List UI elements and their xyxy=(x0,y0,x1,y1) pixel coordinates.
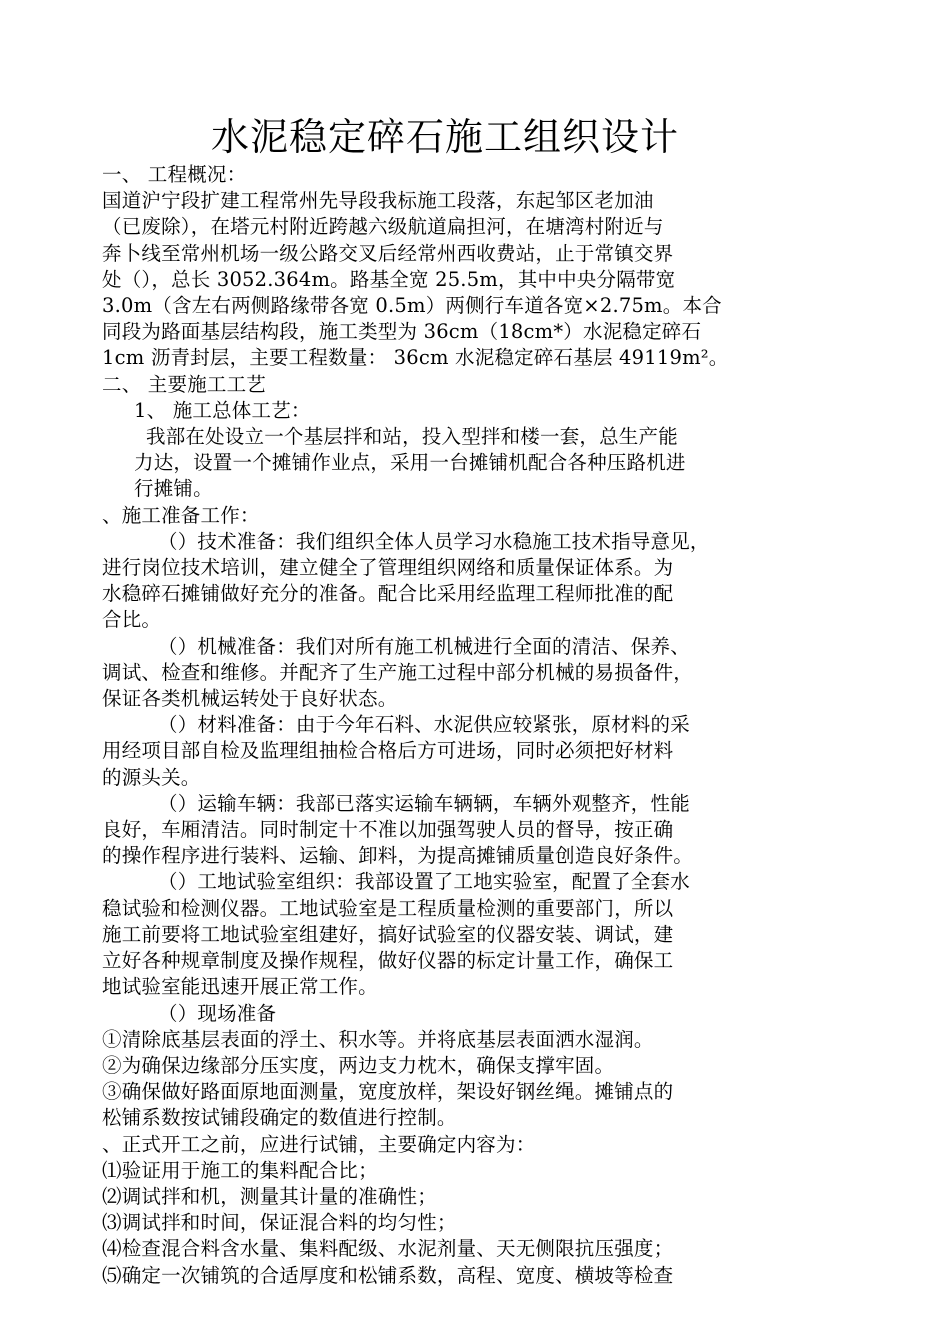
text-line: 水稳碎石摊铺做好充分的准备。配合比采用经监理工程师批准的配 xyxy=(102,582,674,606)
text-line: 、正式开工之前，应进行试铺，主要确定内容为： xyxy=(102,1132,536,1156)
text-line: （）工地试验室组织：我部设置了工地实验室，配置了全套水 xyxy=(158,870,690,894)
text-line: 力达，设置一个摊铺作业点，采用一台摊铺机配合各种压路机进 xyxy=(134,451,686,475)
text-line: 用经项目部自检及监理组抽检合格后方可进场，同时必须把好材料 xyxy=(102,739,674,763)
text-line: （）现场准备 xyxy=(158,1001,277,1025)
text-line: （）材料准备：由于今年石料、水泥供应较紧张，原材料的采 xyxy=(158,713,690,737)
text-line: 松铺系数按试铺段确定的数值进行控制。 xyxy=(102,1106,457,1130)
text-line: 合比。 xyxy=(102,608,162,632)
text-line: ⑴验证用于施工的集料配合比； xyxy=(102,1158,378,1182)
text-line: 奔卜线至常州机场一级公路交叉后经常州西收费站，止于常镇交界 xyxy=(102,241,674,265)
text-line: ⑶调试拌和时间，保证混合料的均匀性； xyxy=(102,1211,457,1235)
text-line: 稳试验和检测仪器。工地试验室是工程质量检测的重要部门，所以 xyxy=(102,896,674,920)
text-line: 我部在处设立一个基层拌和站，投入型拌和楼一套，总生产能 xyxy=(146,425,678,449)
text-line: ②为确保边缘部分压实度，两边支力枕木，确保支撑牢固。 xyxy=(102,1053,615,1077)
text-line: 、施工准备工作： xyxy=(102,503,260,527)
text-line: 施工前要将工地试验室组建好，搞好试验室的仪器安装、调试，建 xyxy=(102,922,674,946)
text-line: 保证各类机械运转处于良好状态。 xyxy=(102,687,398,711)
text-line: （已废除），在塔元村附近跨越六级航道扁担河，在塘湾村附近与 xyxy=(102,215,664,239)
text-line: （）机械准备：我们对所有施工机械进行全面的清洁、保养、 xyxy=(158,634,690,658)
text-line: 处（），总长 3052.364m。路基全宽 25.5m，其中中央分隔带宽 xyxy=(102,267,676,291)
text-line: 二、 主要施工工艺 xyxy=(102,372,266,396)
text-line: ⑷检查混合料含水量、集料配级、水泥剂量、天无侧限抗压强度； xyxy=(102,1237,674,1261)
text-line: 1、 施工总体工艺： xyxy=(134,398,311,422)
text-line: 调试、检查和维修。并配齐了生产施工过程中部分机械的易损备件， xyxy=(102,660,694,684)
text-line: 地试验室能迅速开展正常工作。 xyxy=(102,975,378,999)
document-title: 水泥稳定碎石施工组织设计 xyxy=(210,115,679,159)
text-line: 国道沪宁段扩建工程常州先导段我标施工段落，东起邹区老加油 xyxy=(102,189,654,213)
text-line: 进行岗位技术培训，建立健全了管理组织网络和质量保证体系。为 xyxy=(102,556,674,580)
text-line: ③确保做好路面原地面测量，宽度放样，架设好钢丝绳。摊铺点的 xyxy=(102,1080,674,1104)
document-body xyxy=(102,162,792,1289)
text-line: 的源头关。 xyxy=(102,765,201,789)
text-line: （）运输车辆：我部已落实运输车辆辆，车辆外观整齐，性能 xyxy=(158,791,690,815)
text-line: 3.0m（含左右两侧路缘带各宽 0.5m）两侧行车道各宽×2.75m。本合 xyxy=(102,294,722,318)
text-line: ⑵调试拌和机，测量其计量的准确性； xyxy=(102,1184,437,1208)
text-line: 良好，车厢清洁。同时制定十不准以加强驾驶人员的督导，按正确 xyxy=(102,818,674,842)
text-line: ⑸确定一次铺筑的合适厚度和松铺系数，高程、宽度、横坡等检查 xyxy=(102,1263,674,1287)
text-line: （）技术准备：我们组织全体人员学习水稳施工技术指导意见， xyxy=(158,529,710,553)
text-line: 行摊铺。 xyxy=(134,477,213,501)
text-line: ①清除底基层表面的浮土、积水等。并将底基层表面洒水湿润。 xyxy=(102,1027,654,1051)
text-line: 的操作程序进行装料、运输、卸料，为提高摊铺质量创造良好条件。 xyxy=(102,844,694,868)
text-line: 一、 工程概况： xyxy=(102,163,247,186)
text-line: 同段为路面基层结构段，施工类型为 36cm（18cm*）水泥稳定碎石 xyxy=(102,320,702,344)
text-line: 立好各种规章制度及操作规程，做好仪器的标定计量工作，确保工 xyxy=(102,949,674,973)
text-line: 1cm 沥青封层，主要工程数量： 36cm 水泥稳定碎石基层 49119m²。 xyxy=(102,346,729,370)
